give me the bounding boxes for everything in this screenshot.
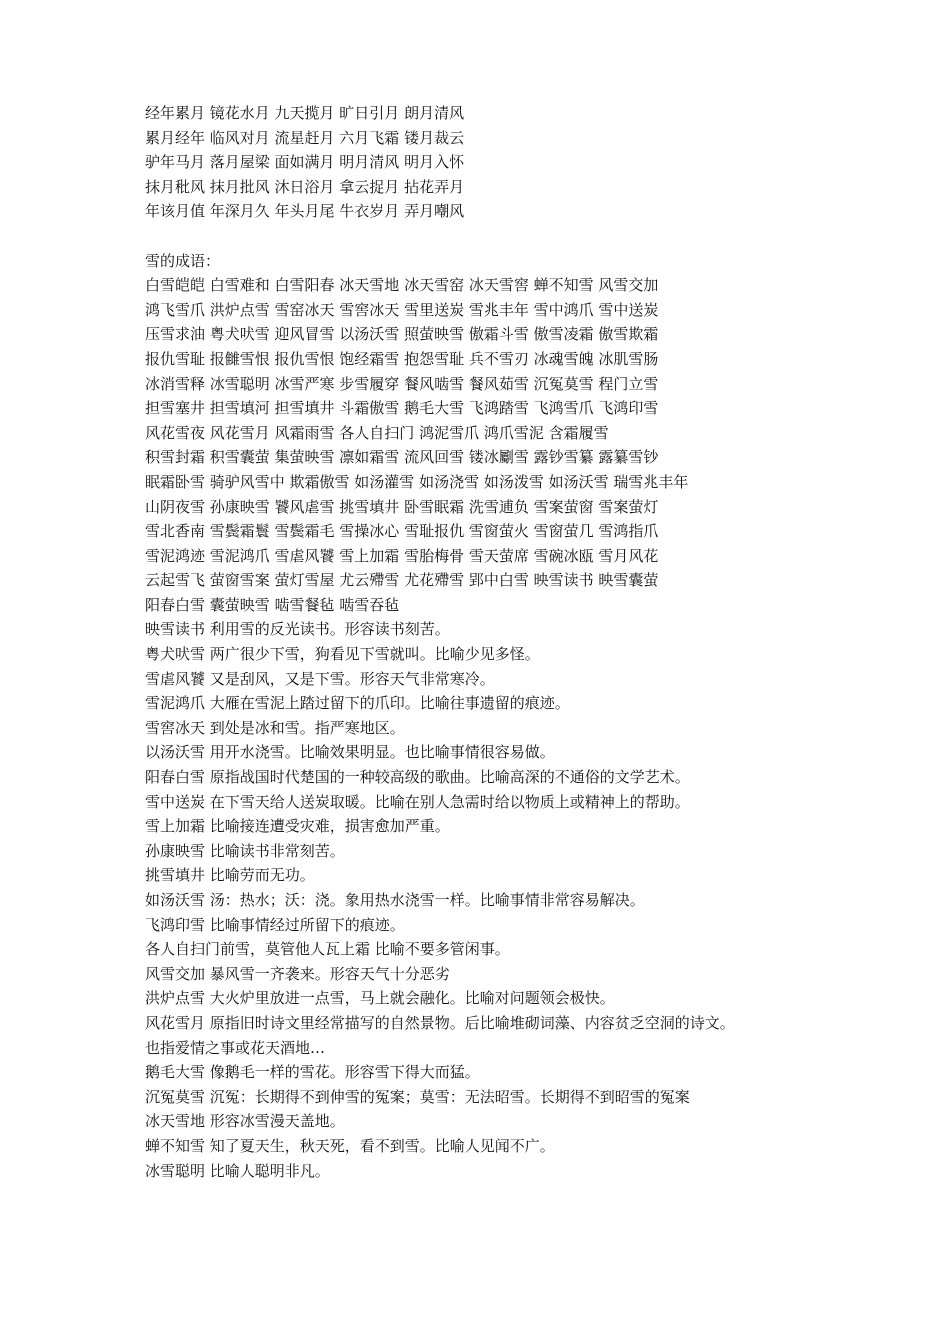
idiom-row: 阳春白雪 囊萤映雪 啮雪餐毡 啮雪吞毡 [145,595,400,614]
idiom-row: 风花雪夜 风花雪月 风霜雨雪 各人自扫门 鸿泥雪爪 鸿爪雪泥 含霜履雪 [145,423,609,442]
idiom-row: 经年累月 镜花水月 九天揽月 旷日引月 朗月清风 [145,104,465,122]
idiom-row: 白雪皑皑 白雪难和 白雪阳春 冰天雪地 冰天雪窑 冰天雪窖 蝉不知雪 风雪交加 [145,276,659,295]
idiom-row: 冰消雪释 冰雪聪明 冰雪严寒 步雪履穿 餐风啮雪 餐风茹雪 沉冤莫雪 程门立雪 [145,374,659,393]
definition-continuation: 也指爱情之事或花天酒地… [145,1038,326,1057]
definition-line: 飞鸿印雪 比喻事情经过所留下的痕迹。 [145,915,405,934]
idiom-row: 鸿飞雪爪 洪炉点雪 雪窑冰天 雪窖冰天 雪里送炭 雪兆丰年 雪中鸿爪 雪中送炭 [145,300,659,319]
month-idiom-list [145,101,825,224]
idiom-row: 年该月值 年深月久 年头月尾 牛衣岁月 弄月嘲风 [145,202,465,221]
definition-list [145,617,825,1183]
section-spacer [145,224,825,249]
idiom-row: 云起雪飞 萤窗雪案 萤灯雪屋 尤云殢雪 尤花殢雪 郢中白雪 映雪读书 映雪囊萤 [145,571,659,590]
idiom-row: 压雪求油 粤犬吠雪 迎风冒雪 以汤沃雪 照萤映雪 傲霜斗雪 傲雪凌霜 傲雪欺霜 [145,325,659,344]
section-heading: 雪的成语： [145,251,221,270]
definition-line: 鹅毛大雪 像鹅毛一样的雪花。形容雪下得大而猛。 [145,1063,480,1082]
definition-line: 雪虐风饕 又是刮风，又是下雪。形容天气非常寒冷。 [145,669,495,688]
idiom-row: 眠霜卧雪 骑驴风雪中 欺霜傲雪 如汤灌雪 如汤浇雪 如汤泼雪 如汤沃雪 瑞雪兆丰年 [145,472,689,491]
definition-line: 蝉不知雪 知了夏天生，秋天死，看不到雪。比喻人见闻不广。 [145,1136,555,1155]
idiom-row: 报仇雪耻 报雠雪恨 报仇雪恨 饱经霜雪 抱怨雪耻 兵不雪刃 冰魂雪魄 冰肌雪肠 [145,349,659,368]
definition-line: 雪中送炭 在下雪天给人送炭取暖。比喻在别人急需时给以物质上或精神上的帮助。 [145,792,690,811]
idiom-row: 担雪塞井 担雪填河 担雪填井 斗霜傲雪 鹅毛大雪 飞鸿踏雪 飞鸿雪爪 飞鸿印雪 [145,399,659,418]
definition-line: 映雪读书 利用雪的反光读书。形容读书刻苦。 [145,620,450,639]
definition-line: 挑雪填井 比喻劳而无功。 [145,866,315,885]
idiom-row: 积雪封霜 积雪囊萤 集萤映雪 凛如霜雪 流风回雪 镂冰劚雪 露钞雪纂 露纂雪钞 [145,448,659,467]
definition-line: 风雪交加 暴风雪一齐袭来。形容天气十分恶劣 [145,964,450,983]
definition-line: 风花雪月 原指旧时诗文里经常描写的自然景物。后比喻堆砌词藻、内容贫乏空洞的诗文。 [145,1013,735,1032]
definition-line: 沉冤莫雪 沉冤：长期得不到伸雪的冤案；莫雪：无法昭雪。长期得不到昭雪的冤案 [145,1087,690,1106]
idiom-row: 山阴夜雪 孙康映雪 饕风虐雪 挑雪填井 卧雪眠霜 洗雪逋负 雪案萤窗 雪案萤灯 [145,497,659,516]
snow-idiom-list [145,273,825,617]
definition-line: 洪炉点雪 大火炉里放进一点雪，马上就会融化。比喻对问题领会极快。 [145,989,615,1008]
definition-line: 以汤沃雪 用开水浇雪。比喻效果明显。也比喻事情很容易做。 [145,743,555,762]
definition-line: 雪上加霜 比喻接连遭受灾难，损害愈加严重。 [145,817,450,836]
idiom-row: 雪北香南 雪鬓霜鬟 雪鬓霜毛 雪操冰心 雪耻报仇 雪窗萤火 雪窗萤几 雪鸿指爪 [145,522,659,541]
idiom-row: 雪泥鸿迹 雪泥鸿爪 雪虐风饕 雪上加霜 雪胎梅骨 雪天萤席 雪碗冰瓯 雪月风花 [145,546,659,565]
idiom-row: 抹月秕风 抹月批风 沐日浴月 拿云捉月 拈花弄月 [145,177,465,196]
idiom-row: 驴年马月 落月屋梁 面如满月 明月清风 明月入怀 [145,153,465,172]
idiom-row: 累月经年 临风对月 流星赶月 六月飞霜 镂月裁云 [145,128,465,147]
definition-line: 冰天雪地 形容冰雪漫天盖地。 [145,1112,345,1131]
definition-line: 如汤沃雪 汤：热水；沃：浇。象用热水浇雪一样。比喻事情非常容易解决。 [145,891,645,909]
document-page [145,101,825,1183]
definition-line: 孙康映雪 比喻读书非常刻苦。 [145,841,345,860]
definition-line: 冰雪聪明 比喻人聪明非凡。 [145,1161,330,1180]
definition-line: 粤犬吠雪 两广很少下雪，狗看见下雪就叫。比喻少见多怪。 [145,645,540,664]
definition-line: 雪窖冰天 到处是冰和雪。指严寒地区。 [145,718,405,737]
definition-line: 阳春白雪 原指战国时代楚国的一种较高级的歌曲。比喻高深的不通俗的文学艺术。 [145,768,690,787]
definition-line: 各人自扫门前雪，莫管他人瓦上霜 比喻不要多管闲事。 [145,940,510,959]
definition-line: 雪泥鸿爪 大雁在雪泥上踏过留下的爪印。比喻往事遗留的痕迹。 [145,694,570,713]
